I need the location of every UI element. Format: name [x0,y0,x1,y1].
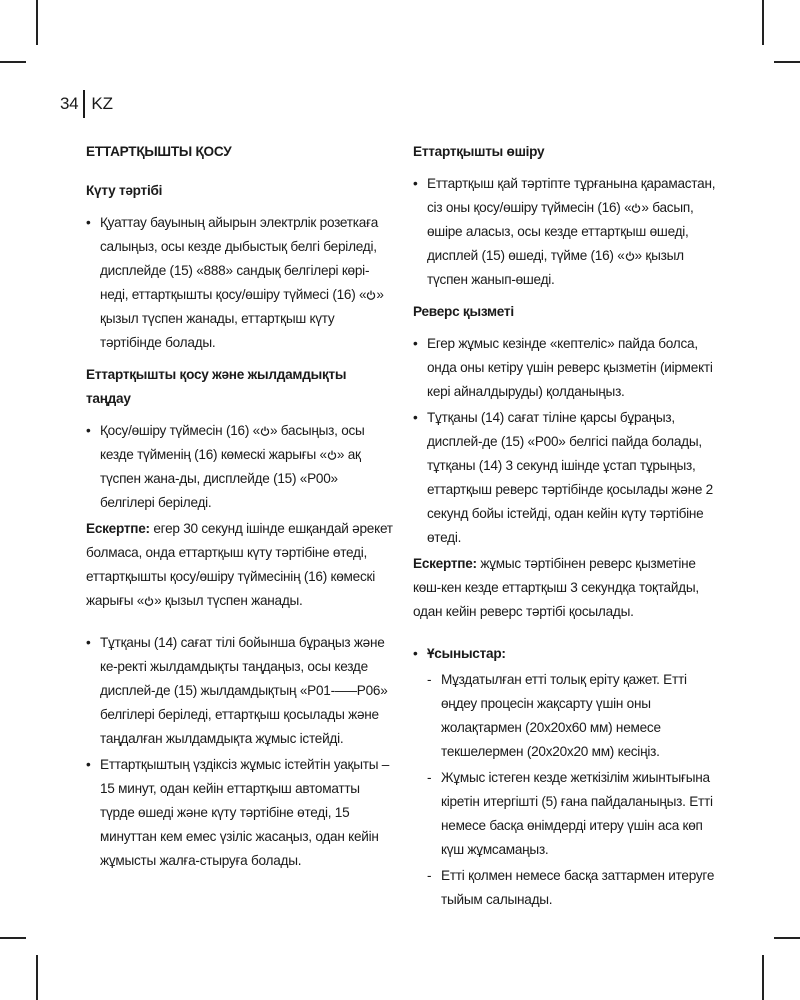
off-bullet: • Еттартқыш қай тәртіпте тұрғанына қарамастан, сіз оны қосу/өшіру түймесін (16) « » басып, өшіре аласыз, осы кезде еттартқыш өшеді, дисплей (15) өшеді, түйме (16) « » қызыл түспен жанып-өшеді. [413,172,719,292]
note-paragraph: Ескертпе: жұмыс тәртібінен реверс қызметіне көш-кен кезде еттартқыш 3 секундқа тоқтайды, одан кейін реверс тәртібі қосылады. [413,556,699,619]
crop-mark [762,955,764,1000]
bullet-dot: • [86,757,91,772]
tip-item: - Мұздатылған етті толық еріту қажет. Етті өңдеу процесін жақсарту үшін оны жолақтармен (20х20х60 мм) немесе текшелермен (20х20х20 мм) кесіңіз. [413,668,719,764]
power-icon [260,426,270,436]
bullet-dot: • [413,176,418,191]
power-icon [631,203,641,213]
reverse-bullet-2: • Тұтқаны (14) сағат тіліне қарсы бұраңыз, дисплей-де (15) «P00» белгісі пайда болады, тұтқаны (14) 3 секунд ішінде ұстап тұрыңыз, еттартқыш реверс тәртібінде қосылады және 2 секунд бойы істейді, одан кейін күту тәртібіне өтеді. [413,406,719,550]
tip-item: - Етті қолмен немесе басқа заттармен итеруге тыйым салынады. [413,864,719,912]
crop-mark [0,937,26,939]
crop-mark [0,61,26,63]
tip-item: - Жұмыс істеген кезде жеткізілім жиынтығына кіретін итергішті (5) ғана пайдаланыңыз. Етті немесе басқа өнімдерді итеру үшін аса көп күш жұмсамаңыз. [413,766,719,862]
page-number: 34 [60,94,79,113]
page-header [60,90,113,118]
knob-bullet: • Тұтқаны (14) сағат тілі бойынша бұраңыз және ке-ректі жылдамдықты таңдаңыз, осы кезде дисплей-де (15) жылдамдықтың «P01-–––P06» белгілері беріледі, еттартқыш қосылады және таңдалған жылдамдықта жұмыс істейді. [86,631,394,751]
left-column [86,140,394,875]
right-column [413,140,719,914]
off-heading: Еттартқышты өшіру [413,144,545,159]
standby-heading: Күту тәртібі [86,183,163,198]
reverse-heading: Реверс қызметі [413,304,514,319]
power-icon [366,290,376,300]
power-icon [625,251,635,261]
dash-marker: - [427,672,432,687]
note-label: Ескертпе: [413,556,477,571]
language-code: KZ [91,94,114,113]
power-icon [144,596,154,606]
speed-bullet: • Қосу/өшіру түймесін (16) « » басыңыз, осы кезде түйменің (16) көмескі жарығы « » ақ түспен жана-ды, дисплейде (15) «P00» белгілері беріледі. [86,419,394,515]
crop-mark [36,955,38,1000]
reverse-bullet-1: • Егер жұмыс кезінде «кептеліс» пайда болса, онда оны кетіру үшін реверс қызметін (иірмекті кері айналдыруды) қолданыңыз. [413,332,719,404]
bullet-dot: • [86,635,91,650]
note-label: Ескертпе: [86,521,150,536]
tips-heading-bullet [413,642,719,666]
power-icon [327,450,337,460]
header-divider [83,90,85,118]
dash-marker: - [427,770,432,785]
crop-mark [774,937,800,939]
standby-bullet: • Қуаттау бауының айырын электрлік розеткаға салыңыз, осы кезде дыбыстық белгі беріледі, дисплейде (15) «888» сандық белгілері көрі-неді, еттартқышты қосу/өшіру түймесі (16) « » қызыл түспен жанады, еттартқыш күту тәртібінде болады. [86,211,394,355]
crop-mark [762,0,764,45]
note-paragraph: Ескертпе: егер 30 секунд ішінде ешқандай әрекет болмаса, онда еттартқыш күту тәртібіне өтеді, еттартқышты қосу/өшіру түймесінің (16) көмескі жарығы « » қызыл түспен жанады. [86,521,393,608]
crop-mark [36,0,38,45]
speed-heading: Еттартқышты қосу және жылдамдықты таңдау [86,367,347,406]
crop-mark [774,61,800,63]
bullet-dot: • [413,410,418,425]
section-title: ЕТТАРТҚЫШТЫ ҚОСУ [86,144,232,159]
bullet-dot: • [86,215,91,230]
runtime-bullet: • Еттартқыштың үздіксіз жұмыс істейтін уақыты – 15 минут, одан кейін еттартқыш автоматты түрде өшеді және күту тәртібіне өтеді, 15 минуттан кем емес үзіліс жасаңыз, одан кейін жұмысты жалға-стыруға болады. [86,753,394,873]
bullet-dot: • [413,646,418,661]
tips-heading: Ұсыныстар: [427,646,506,661]
bullet-dot: • [413,336,418,351]
bullet-dot: • [86,423,91,438]
dash-marker: - [427,868,432,883]
